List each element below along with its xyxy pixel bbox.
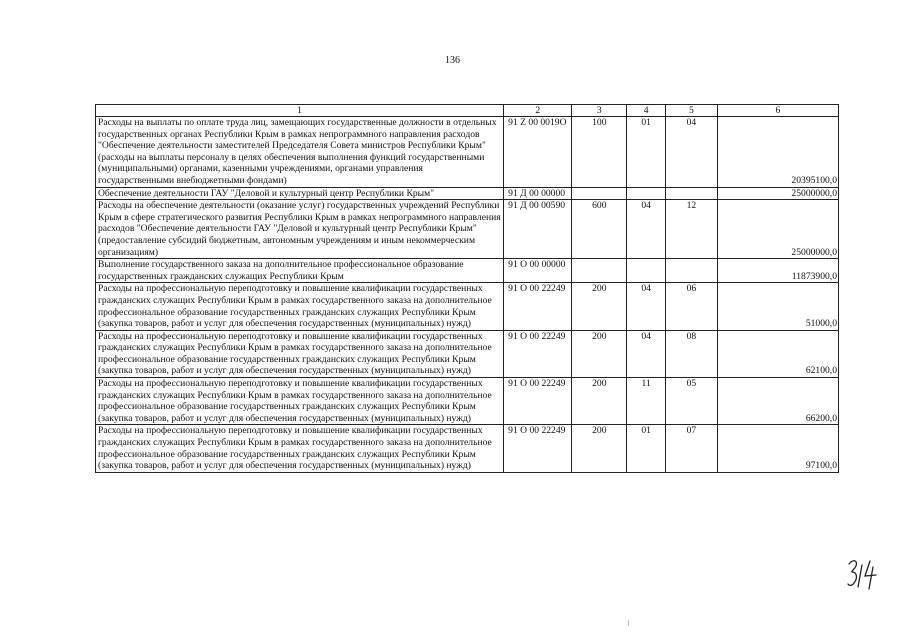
column-header: 5 [665, 105, 717, 117]
table-row [96, 330, 839, 377]
row-sum: 25000000,0 [717, 200, 838, 259]
row-expense-type: 200 [572, 378, 627, 425]
row-section: 01 [627, 117, 666, 188]
row-section: 04 [627, 283, 666, 330]
row-sum: 51000,0 [717, 283, 838, 330]
table-row [96, 378, 839, 425]
row-name: Расходы на выплаты по оплате труда лиц, замещающих государственные должности в отдельных государственных органах Республики Крым в рамках непрограммного направления расходов "Обеспечение деятельности заместителей Председателя Совета министров Республики Крым" (расходы на выплаты персоналу в целях обеспечения выполнения функций государственными (муниципальными) органами, казенными учреждениями, органами управления государственными внебюджетными фондами) [96, 117, 504, 188]
row-subsection: 07 [665, 425, 717, 472]
row-subsection: 12 [665, 200, 717, 259]
row-name: Обеспечение деятельности ГАУ "Деловой и культурный центр Республики Крым" [96, 187, 504, 200]
table-row [96, 200, 839, 259]
page-number: 136 [445, 55, 460, 66]
column-header: 4 [627, 105, 666, 117]
row-subsection: 05 [665, 378, 717, 425]
row-expense-type [572, 259, 627, 283]
row-subsection [665, 187, 717, 200]
row-subsection [665, 259, 717, 283]
column-header: 1 [96, 105, 504, 117]
row-expense-type: 600 [572, 200, 627, 259]
row-sum: 66200,0 [717, 378, 838, 425]
row-code: 91 Z 00 0019О [504, 117, 572, 188]
row-sum: 11873900,0 [717, 259, 838, 283]
row-code: 91 О 00 22249 [504, 378, 572, 425]
row-expense-type: 200 [572, 425, 627, 472]
row-code: 91 Д 00 00590 [504, 200, 572, 259]
row-name: Выполнение государственного заказа на дополнительное профессиональное образование государственных гражданских служащих Республики Крым [96, 259, 504, 283]
row-section: 01 [627, 425, 666, 472]
row-section: 04 [627, 200, 666, 259]
row-name: Расходы на профессиональную переподготовку и повышение квалификации государственных гражданских служащих Республики Крым в рамках государственного заказа на дополнительное профессиональное образование государственных гражданских служащих Республики Крым (закупка товаров, работ и услуг для обеспечения государственных (муниципальных) нужд) [96, 425, 504, 472]
row-name: Расходы на обеспечение деятельности (оказание услуг) государственных учреждений Республики Крым в сфере стратегического развития Республики Крым в рамках непрограммного направления расходов "Обеспечение деятельности ГАУ "Деловой и культурный центр Республики Крым" (предоставление субсидий бюджетным, автономным учреждениям и иным некоммерческим организациям) [96, 200, 504, 259]
row-expense-type: 200 [572, 283, 627, 330]
row-subsection: 08 [665, 330, 717, 377]
column-header: 6 [717, 105, 838, 117]
row-section [627, 187, 666, 200]
row-subsection: 06 [665, 283, 717, 330]
row-name: Расходы на профессиональную переподготовку и повышение квалификации государственных гражданских служащих Республики Крым в рамках государственного заказа на дополнительное профессиональное образование государственных гражданских служащих Республики Крым (закупка товаров, работ и услуг для обеспечения государственных (муниципальных) нужд) [96, 378, 504, 425]
row-sum: 62100,0 [717, 330, 838, 377]
row-section: 11 [627, 378, 666, 425]
row-code: 91 О 00 00000 [504, 259, 572, 283]
budget-table [95, 104, 839, 473]
column-header: 2 [504, 105, 572, 117]
table-row [96, 187, 839, 200]
row-sum: 97100,0 [717, 425, 838, 472]
row-expense-type: 100 [572, 117, 627, 188]
row-section: 04 [627, 330, 666, 377]
handwritten-page-mark-icon [846, 556, 878, 590]
row-code: 91 Д 00 00000 [504, 187, 572, 200]
scan-artifact [628, 620, 629, 626]
table-row [96, 283, 839, 330]
row-code: 91 О 00 22249 [504, 425, 572, 472]
row-sum: 20395100,0 [717, 117, 838, 188]
row-name: Расходы на профессиональную переподготовку и повышение квалификации государственных гражданских служащих Республики Крым в рамках государственного заказа на дополнительное профессиональное образование государственных гражданских служащих Республики Крым (закупка товаров, работ и услуг для обеспечения государственных (муниципальных) нужд) [96, 283, 504, 330]
row-code: 91 О 00 22249 [504, 283, 572, 330]
row-expense-type [572, 187, 627, 200]
table-row [96, 259, 839, 283]
table-row [96, 117, 839, 188]
row-code: 91 О 00 22249 [504, 330, 572, 377]
column-header: 3 [572, 105, 627, 117]
row-expense-type: 200 [572, 330, 627, 377]
row-subsection: 04 [665, 117, 717, 188]
row-section [627, 259, 666, 283]
table-row [96, 425, 839, 472]
table-header-row [96, 105, 839, 117]
row-name: Расходы на профессиональную переподготовку и повышение квалификации государственных гражданских служащих Республики Крым в рамках государственного заказа на дополнительное профессиональное образование государственных гражданских служащих Республики Крым (закупка товаров, работ и услуг для обеспечения государственных (муниципальных) нужд) [96, 330, 504, 377]
row-sum: 25000000,0 [717, 187, 838, 200]
